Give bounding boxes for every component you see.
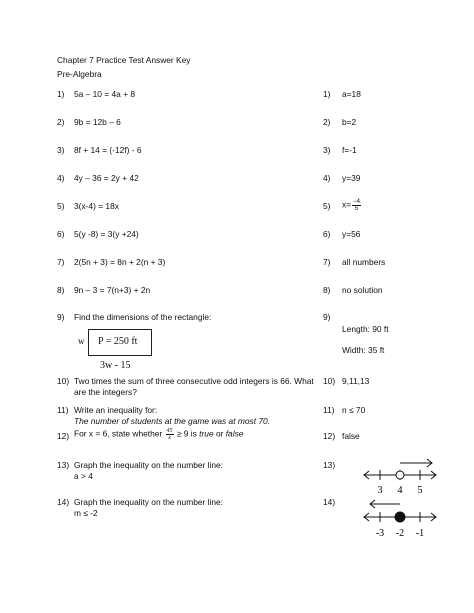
question-text: ≥ 9 is xyxy=(176,428,197,439)
answer-number: 11) xyxy=(323,405,335,415)
answer-text: no solution xyxy=(342,285,383,295)
answer-number: 14) xyxy=(323,497,336,507)
answer-number: 13) xyxy=(323,460,336,470)
answer-number: 1) xyxy=(323,89,331,99)
question-number: 10) xyxy=(57,376,70,386)
answer-number: 8) xyxy=(323,285,331,295)
question-text: Two times the sum of three consecutive odd integers is 66. What are the integers? xyxy=(74,376,314,397)
question-text: 2(5n + 3) = 8n + 2(n + 3) xyxy=(74,257,166,267)
answer-number: 4) xyxy=(323,173,331,183)
answer-text-row xyxy=(342,199,362,212)
open-circle xyxy=(396,471,404,479)
closed-circle xyxy=(395,512,405,522)
rectangle-area-label: P = 250 ft xyxy=(98,336,138,347)
question-text: Graph the inequality on the number line: xyxy=(74,460,223,470)
answer-text: all numbers xyxy=(342,257,386,267)
tick-label: -1 xyxy=(415,528,425,539)
answer-number: 12) xyxy=(323,431,336,441)
question-number: 4) xyxy=(57,173,65,183)
fraction-numerator: 45 xyxy=(166,428,173,434)
question-text: 9n – 3 = 7(n+3) + 2n xyxy=(74,285,151,295)
number-line-13 xyxy=(360,455,440,497)
question-number: 1) xyxy=(57,89,65,99)
answer-text: f=-1 xyxy=(342,145,357,155)
answer-number: 6) xyxy=(323,229,331,239)
answer-number: 5) xyxy=(323,201,331,211)
fraction xyxy=(352,199,361,212)
question-number: 13) xyxy=(57,460,70,470)
question-text: 5a – 10 = 4a + 8 xyxy=(74,89,136,99)
answer-number: 3) xyxy=(323,145,331,155)
question-number: 7) xyxy=(57,257,65,267)
question-number: 9) xyxy=(57,312,65,322)
question-text: or xyxy=(215,428,224,439)
rectangle-bottom-label: 3w - 15 xyxy=(100,360,131,371)
question-text: Write an inequality for: xyxy=(74,405,158,415)
number-line-14 xyxy=(360,496,440,540)
question-text: 5(y -8) = 3(y +24) xyxy=(74,229,139,239)
answer-text: y=39 xyxy=(342,173,361,183)
question-number: 5) xyxy=(57,201,65,211)
answer-number: 7) xyxy=(323,257,331,267)
answer-number: 2) xyxy=(323,117,331,127)
fraction-denominator: x xyxy=(168,435,171,441)
question-text: 4y – 36 = 2y + 42 xyxy=(74,173,139,183)
page-subtitle: Pre-Algebra xyxy=(57,69,102,79)
answer-text: Length: 90 ft xyxy=(342,324,389,334)
answer-text: 9,11,13 xyxy=(342,376,370,386)
question-number: 3) xyxy=(57,145,65,155)
question-text: a > 4 xyxy=(74,471,93,481)
tick-label: -2 xyxy=(395,528,405,539)
question-text: Graph the inequality on the number line: xyxy=(74,497,223,507)
question-number: 8) xyxy=(57,285,65,295)
answer-text: n ≤ 70 xyxy=(342,405,366,415)
question-text-row xyxy=(74,428,243,441)
fraction xyxy=(166,428,174,441)
question-number: 2) xyxy=(57,117,65,127)
question-number: 6) xyxy=(57,229,65,239)
tick-label: 3 xyxy=(377,485,383,496)
rectangle-side-label: w xyxy=(78,336,85,346)
question-text-italic: The number of students at the game was at most 70. xyxy=(74,416,270,426)
tick-label: 4 xyxy=(397,485,403,496)
tick-label: -3 xyxy=(375,528,385,539)
answer-text: y=56 xyxy=(342,229,361,239)
question-text: 3(x-4) = 18x xyxy=(74,201,119,211)
answer-text: false xyxy=(342,431,360,441)
answer-text: Width: 35 ft xyxy=(342,345,385,355)
question-text: m ≤ -2 xyxy=(74,508,98,518)
fraction-numerator: −4 xyxy=(353,199,360,205)
question-number: 12) xyxy=(57,431,70,441)
question-text: For x = 6, state whether xyxy=(74,428,163,439)
question-number: 11) xyxy=(57,405,69,415)
answer-number: 10) xyxy=(323,376,336,386)
tick-label: 5 xyxy=(417,485,423,496)
option-false: false xyxy=(225,428,244,439)
page-title: Chapter 7 Practice Test Answer Key xyxy=(57,55,191,65)
answer-number: 9) xyxy=(323,312,331,322)
question-number: 14) xyxy=(57,497,70,507)
answer-text: b=2 xyxy=(342,117,357,127)
question-text: 9b = 12b – 6 xyxy=(74,117,121,127)
answer-prefix: x= xyxy=(342,199,352,210)
question-text: 8f + 14 = (-12f) - 6 xyxy=(74,145,142,155)
question-text: Find the dimensions of the rectangle: xyxy=(74,312,212,322)
answer-text: a=18 xyxy=(342,89,361,99)
fraction-denominator: 5 xyxy=(354,206,359,212)
option-true: true xyxy=(199,428,214,439)
